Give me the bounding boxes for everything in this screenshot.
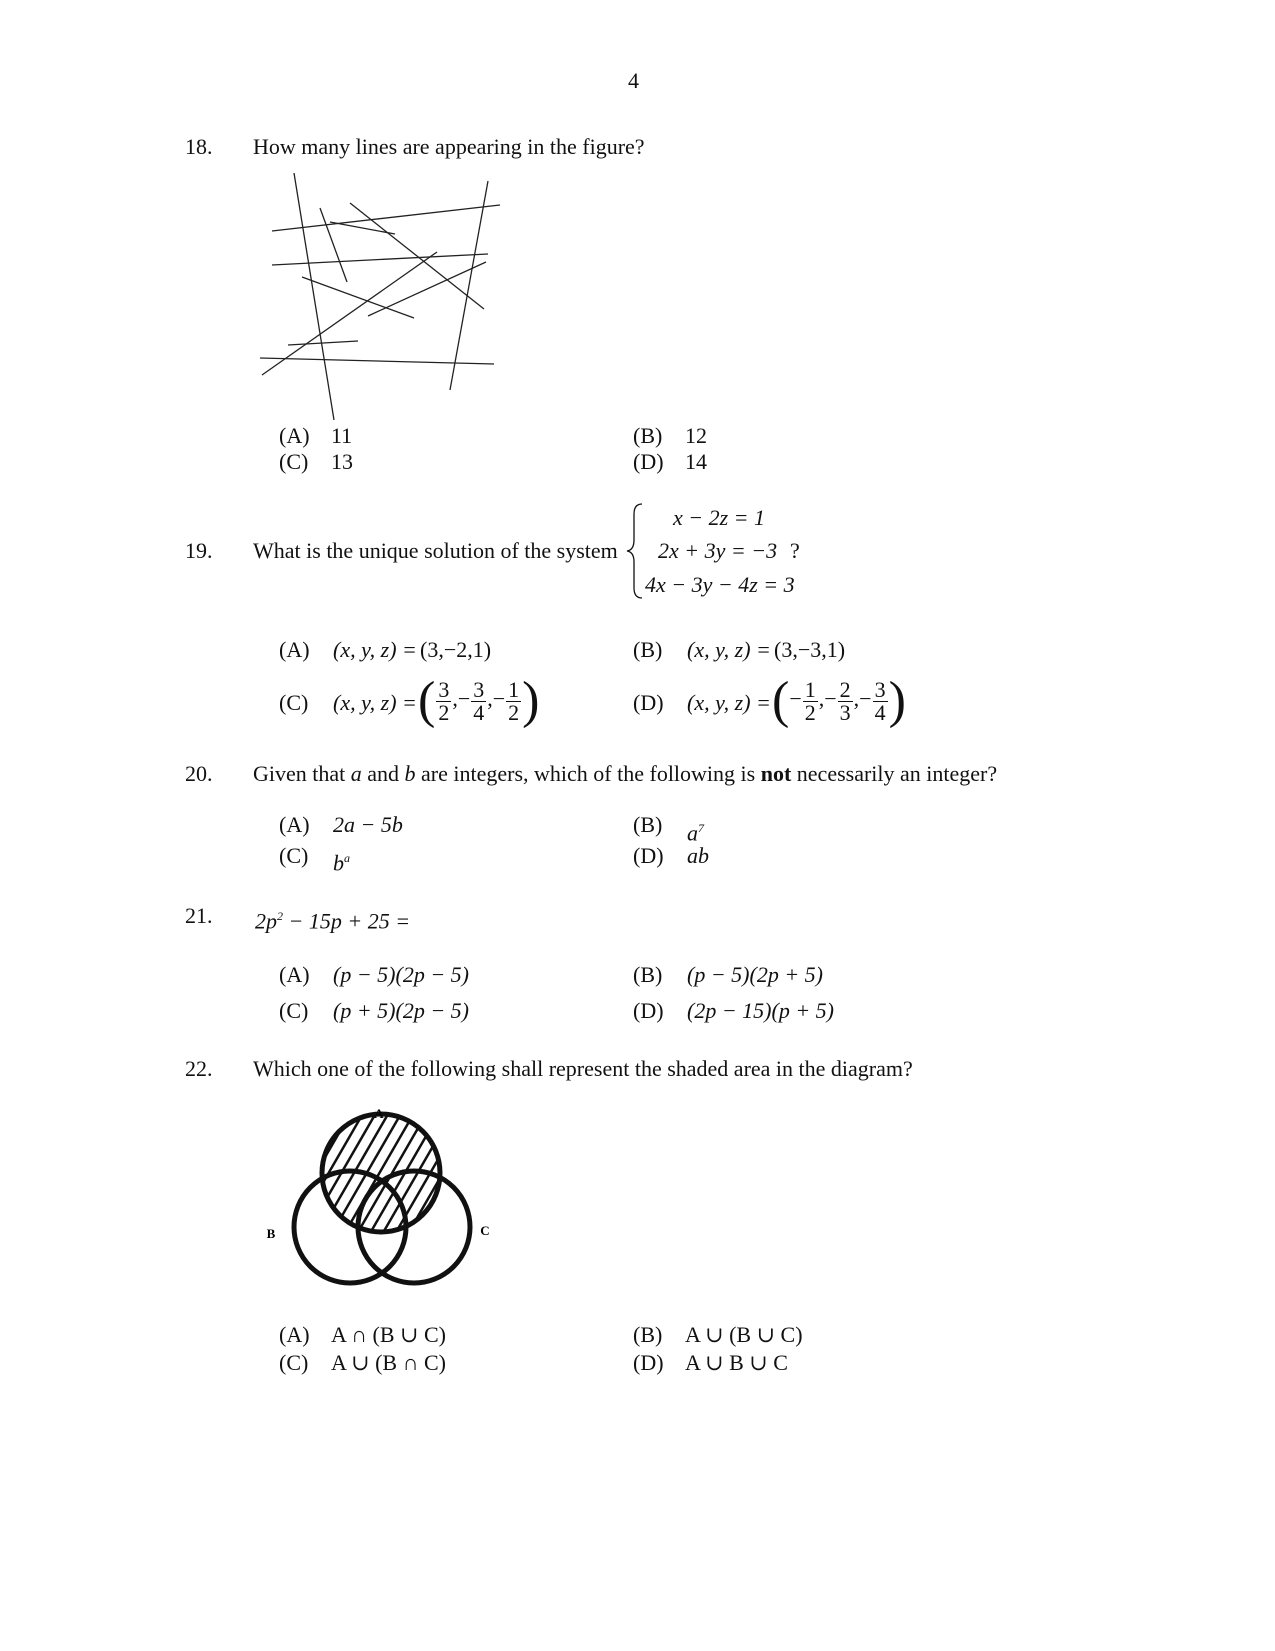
figure-line (320, 208, 347, 282)
option-value: $a^7$ (687, 820, 704, 846)
page-number: 4 (628, 68, 639, 93)
sign: − (492, 686, 506, 712)
option-value: A ∪ (B ∩ C) (331, 1350, 446, 1375)
option-value: 2a − 5b (333, 812, 403, 837)
option-lhs: (x, y, z) = (333, 690, 417, 715)
figure-line (272, 254, 488, 265)
option-label: (D) (633, 998, 664, 1023)
sign: − (824, 686, 837, 712)
sign: − (789, 686, 802, 712)
figure-line (262, 252, 437, 375)
denominator: 2 (804, 699, 816, 725)
system-brace (624, 502, 646, 600)
option-value: (3,−3,1) (774, 637, 846, 662)
option-label: (A) (279, 423, 310, 448)
option-label: (C) (279, 843, 309, 868)
denominator: 3 (839, 699, 851, 725)
figure-line (330, 222, 395, 234)
option-label: (A) (279, 962, 310, 987)
option-value: ab (687, 843, 709, 868)
option-label: (C) (279, 690, 309, 715)
option-value: (p + 5)(2p − 5) (333, 998, 469, 1023)
label-a: A (374, 1106, 384, 1121)
figure-line (294, 173, 334, 420)
option-value: 14 (685, 449, 707, 474)
option-value: A ∪ B ∪ C (685, 1350, 788, 1375)
question-text: How many lines are appearing in the figure? (253, 134, 645, 159)
option-label: (A) (279, 812, 310, 837)
option-label: (D) (633, 843, 664, 868)
option-label: (C) (279, 449, 309, 474)
option-value: A ∪ (B ∪ C) (685, 1322, 803, 1347)
question-number: 19. (185, 538, 213, 563)
question-number: 22. (185, 1056, 213, 1081)
option-lhs: (x, y, z) = (687, 690, 771, 715)
question-text: Which one of the following shall represent the shaded area in the diagram? (253, 1056, 913, 1081)
option-value: (p − 5)(2p − 5) (333, 962, 469, 987)
emphasis-not: not (760, 761, 792, 786)
numerator: 3 (874, 676, 886, 702)
sign: − (859, 686, 872, 712)
option-value: $b^a$ (333, 850, 350, 876)
numerator: 3 (473, 676, 485, 702)
sign: − (457, 686, 471, 712)
option-label: (B) (633, 812, 663, 837)
option-value: 11 (331, 423, 353, 448)
option-lhs: (x, y, z) = (687, 637, 771, 662)
system-equation: 2x + 3y = −3 (658, 538, 778, 563)
figure-line (302, 277, 414, 318)
system-equation: x − 2z = 1 (673, 505, 766, 530)
option-value: (3,−2,1) (420, 637, 492, 662)
question-number: 18. (185, 134, 213, 159)
option-value: A ∩ (B ∪ C) (331, 1322, 446, 1347)
variable-b: b (404, 761, 416, 786)
label-b: B (266, 1226, 276, 1241)
venn-diagram (255, 1100, 505, 1300)
numerator: 1 (804, 676, 816, 702)
numerator: 2 (839, 676, 851, 702)
question-number: 21. (185, 903, 213, 928)
option-value-fractions: (− $\frac{1}{2}$ ,− $\frac{2}{3}$ ,− $\frac{3}{4}$ ) (772, 672, 906, 729)
variable-a: a (350, 761, 362, 786)
question-number: 20. (185, 761, 213, 786)
numerator: 3 (438, 676, 450, 702)
option-value: (2p − 15)(p + 5) (687, 998, 834, 1023)
lines-figure (250, 165, 510, 425)
figure-line (288, 341, 358, 345)
option-label: (A) (279, 637, 310, 662)
question-mark: ? (790, 538, 800, 563)
option-label: (C) (279, 998, 309, 1023)
option-value: (p − 5)(2p + 5) (687, 962, 823, 987)
option-label: (B) (633, 637, 663, 662)
option-label: (D) (633, 690, 664, 715)
system-equation: 4x − 3y − 4z = 3 (645, 572, 795, 597)
option-label: (C) (279, 1350, 309, 1375)
denominator: 2 (508, 699, 520, 725)
figure-line (272, 205, 500, 231)
option-label: (B) (633, 1322, 663, 1347)
question-expression: $2p^2 - 15p + 25$ = (255, 908, 411, 934)
figure-line (260, 358, 494, 364)
numerator: 1 (508, 676, 520, 702)
question-text: Given that a and b are integers, which of the following is not necessarily an integer? (253, 761, 998, 786)
denominator: 2 (438, 699, 450, 725)
option-label: (D) (633, 1350, 664, 1375)
option-label: (B) (633, 423, 663, 448)
denominator: 4 (874, 699, 886, 725)
denominator: 4 (473, 699, 485, 725)
option-label: (B) (633, 962, 663, 987)
option-value: 12 (685, 423, 707, 448)
option-lhs: (x, y, z) = (333, 637, 417, 662)
option-value-fractions: ( $\frac{3}{2}$ ,− $\frac{3}{4}$ ,− $\frac{1}{2}$ ) (418, 672, 540, 729)
option-label: (A) (279, 1322, 310, 1347)
label-c: C (480, 1223, 490, 1238)
question-text: What is the unique solution of the system (253, 538, 618, 563)
option-label: (D) (633, 449, 664, 474)
figure-line (450, 181, 488, 390)
option-value: 13 (331, 449, 353, 474)
